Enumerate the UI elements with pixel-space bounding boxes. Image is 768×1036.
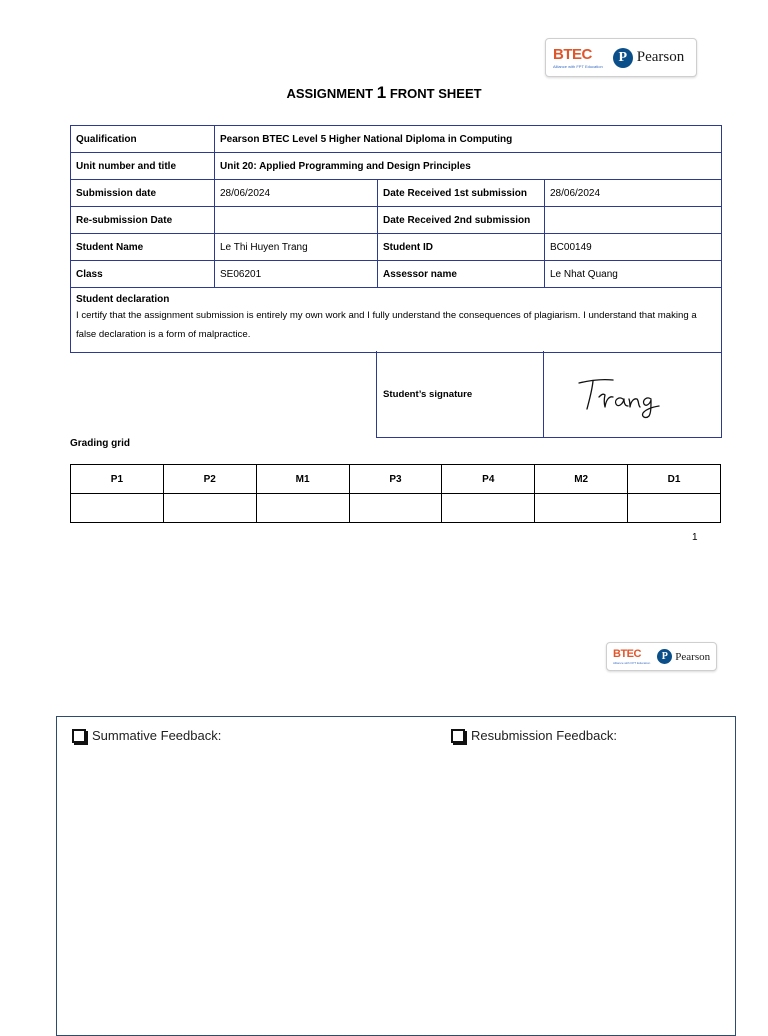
btec-pearson-logo (606, 642, 717, 671)
page-title (0, 83, 768, 103)
declaration-cell (71, 288, 722, 353)
signature-box (376, 351, 722, 438)
signature-label: Student’s signature (377, 351, 544, 437)
submission-date-label: Submission date (71, 180, 215, 207)
unit-row (71, 153, 722, 180)
resubmission-date-label: Re-submission Date (71, 207, 215, 234)
title-prefix: ASSIGNMENT (286, 86, 374, 101)
signature-image (544, 351, 721, 437)
pearson-icon: P (613, 48, 633, 68)
btec-pearson-logo (545, 38, 697, 77)
grading-grid-label: Grading grid (70, 438, 130, 449)
title-suffix: FRONT SHEET (389, 86, 482, 101)
date-received-1-label: Date Received 1st submission (378, 180, 545, 207)
grade-cell (442, 494, 535, 523)
grade-header: P2 (163, 465, 256, 494)
class-label: Class (71, 261, 215, 288)
grade-cell (71, 494, 164, 523)
feedback-box (56, 716, 736, 1036)
handwritten-signature (573, 369, 693, 419)
unit-value: Unit 20: Applied Programming and Design Principles (215, 153, 722, 180)
grading-header-row (71, 465, 721, 494)
pearson-wordmark: Pearson (636, 49, 685, 65)
submission-row (71, 180, 722, 207)
btec-logo (553, 47, 603, 69)
grade-cell (349, 494, 442, 523)
date-received-2-label: Date Received 2nd submission (378, 207, 545, 234)
student-id-label: Student ID (378, 234, 545, 261)
grade-header: P4 (442, 465, 535, 494)
grade-cell (163, 494, 256, 523)
btec-subtitle: Alliance with FPT Education (553, 63, 603, 69)
declaration-row (71, 288, 722, 353)
btec-logo (613, 649, 650, 665)
grade-header: M2 (535, 465, 628, 494)
grade-header: D1 (628, 465, 721, 494)
student-name-label: Student Name (71, 234, 215, 261)
checkbox-icon[interactable] (72, 729, 86, 743)
grading-grid (70, 464, 721, 523)
resubmission-feedback (451, 728, 617, 743)
page-number: 1 (692, 532, 698, 543)
submission-date-value: 28/06/2024 (215, 180, 378, 207)
date-received-2-value (545, 207, 722, 234)
grade-cell (535, 494, 628, 523)
assessor-label: Assessor name (378, 261, 545, 288)
unit-label: Unit number and title (71, 153, 215, 180)
declaration-title: Student declaration (76, 294, 170, 305)
pearson-wordmark: Pearson (675, 650, 711, 663)
qualification-label: Qualification (71, 126, 215, 153)
qualification-value: Pearson BTEC Level 5 Higher National Diploma in Computing (215, 126, 722, 153)
resubmission-row (71, 207, 722, 234)
title-number: 1 (376, 83, 387, 102)
btec-wordmark: BTEC (613, 647, 641, 660)
grade-cell (256, 494, 349, 523)
declaration-text: I certify that the assignment submission is entirely my own work and I fully understand the consequences of plagiarism. I understand that making a false declaration is a form of malpractice. (76, 310, 697, 340)
student-id-value: BC00149 (545, 234, 722, 261)
class-row (71, 261, 722, 288)
qualification-row (71, 126, 722, 153)
resubmission-date-value (215, 207, 378, 234)
btec-wordmark: BTEC (553, 45, 592, 63)
front-sheet-table (70, 125, 722, 353)
checkbox-icon[interactable] (451, 729, 465, 743)
resubmission-feedback-label: Resubmission Feedback: (471, 728, 617, 743)
student-row (71, 234, 722, 261)
pearson-icon: P (657, 649, 672, 664)
grade-header: P3 (349, 465, 442, 494)
summative-feedback-label: Summative Feedback: (92, 728, 222, 743)
student-name-value: Le Thi Huyen Trang (215, 234, 378, 261)
date-received-1-value: 28/06/2024 (545, 180, 722, 207)
grading-value-row (71, 494, 721, 523)
grade-header: M1 (256, 465, 349, 494)
grade-cell (628, 494, 721, 523)
assessor-value: Le Nhat Quang (545, 261, 722, 288)
grade-header: P1 (71, 465, 164, 494)
btec-subtitle: Alliance with FPT Education (613, 660, 651, 665)
summative-feedback (72, 728, 221, 743)
class-value: SE06201 (215, 261, 378, 288)
